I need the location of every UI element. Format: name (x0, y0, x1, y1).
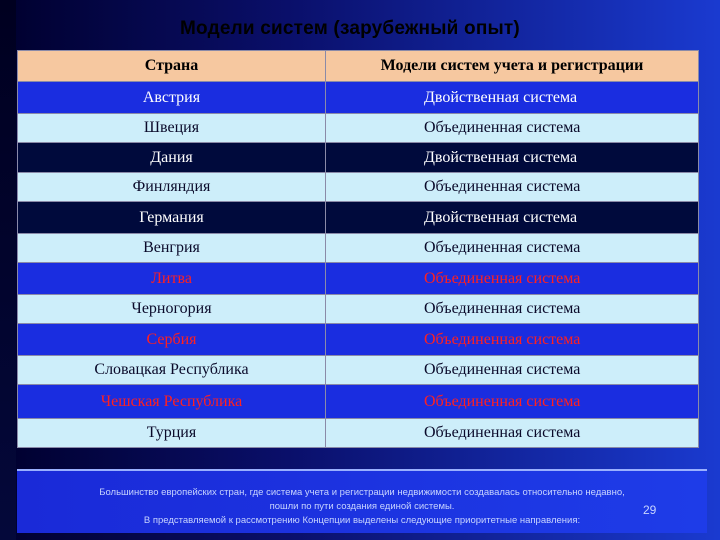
model-cell: Объединенная система (326, 173, 699, 202)
model-cell: Двойственная система (326, 202, 699, 234)
model-cell: Объединенная система (326, 295, 699, 324)
country-cell: Чешская Республика (18, 385, 326, 419)
model-cell: Объединенная система (326, 419, 699, 448)
model-cell: Объединенная система (326, 324, 699, 356)
table-row (18, 324, 699, 356)
header-model: Модели систем учета и регистрации (326, 51, 699, 82)
systems-table (17, 50, 699, 448)
table-row (18, 82, 699, 114)
slide-number: 29 (643, 503, 657, 517)
table-row (18, 385, 699, 419)
country-cell: Сербия (18, 324, 326, 356)
table-row (18, 356, 699, 385)
model-cell: Объединенная система (326, 356, 699, 385)
country-cell: Турция (18, 419, 326, 448)
country-cell: Словацкая Республика (18, 356, 326, 385)
country-cell: Литва (18, 263, 326, 295)
table-row (18, 173, 699, 202)
footer-line-2: пошли по пути создания единой системы. (269, 501, 455, 512)
model-cell: Объединенная система (326, 263, 699, 295)
model-cell: Объединенная система (326, 234, 699, 263)
table-row (18, 202, 699, 234)
model-cell: Двойственная система (326, 82, 699, 114)
model-cell: Двойственная система (326, 143, 699, 173)
footer-line-3: В представляемой к рассмотрению Концепции выделены следующие приоритетные направления: (143, 515, 581, 526)
page-title: Модели систем (зарубежный опыт) (180, 18, 520, 39)
table-row (18, 114, 699, 143)
country-cell: Австрия (18, 82, 326, 114)
country-cell: Венгрия (18, 234, 326, 263)
model-cell: Объединенная система (326, 114, 699, 143)
country-cell: Дания (18, 143, 326, 173)
country-cell: Германия (18, 202, 326, 234)
header-country: Страна (18, 51, 326, 82)
left-band (0, 0, 16, 540)
footer-line-1: Большинство европейских стран, где система учета и регистрации недвижимости создавалась относительно недавно, (99, 487, 625, 498)
country-cell: Швеция (18, 114, 326, 143)
footer-text (27, 486, 697, 528)
table-header-row (18, 51, 699, 82)
table-row (18, 143, 699, 173)
country-cell: Финляндия (18, 173, 326, 202)
table-row (18, 263, 699, 295)
table-row (18, 419, 699, 448)
table-row (18, 234, 699, 263)
model-cell: Объединенная система (326, 385, 699, 419)
country-cell: Черногория (18, 295, 326, 324)
table-row (18, 295, 699, 324)
